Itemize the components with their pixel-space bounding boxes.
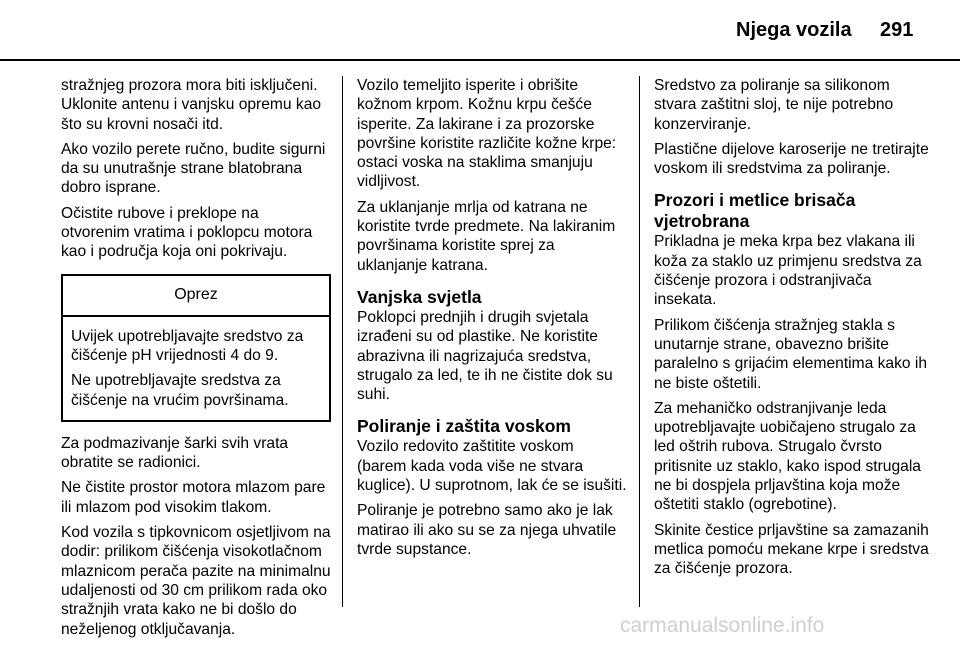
paragraph: Vozilo redovito zaštitite voskom (barem kada voda više ne stvara kuglice). U suprotnom, lak će se isušiti. bbox=[357, 438, 627, 495]
caution-title: Oprez bbox=[63, 276, 329, 317]
paragraph: Prikladna je meka krpa bez vlakana ili koža za staklo uz primjenu sredstva za čišćenje prozora i odstranjivača insekata. bbox=[654, 233, 922, 309]
section-heading: Prozori i metlice brisača vjetrobrana bbox=[654, 190, 856, 232]
text-column-1 bbox=[61, 76, 331, 645]
paragraph: Skinite čestice prljavštine sa zamazanih metlica pomoću mekane krpe i sredstva za čišćenje prozora. bbox=[654, 521, 929, 578]
paragraph: Za uklanjanje mrlja od katrana ne koristite tvrde predmete. Na lakiranim površinama koristite sprej za uklanjanje katrana. bbox=[357, 198, 616, 274]
paragraph: Vozilo temeljito isperite i obrišite kožnom krpom. Kožnu krpu češće isperite. Za lakirane i za prozorske površine koristite različite kožne krpe: ostaci voska na staklima smanjuju vidljivost. bbox=[357, 77, 617, 191]
site-watermark: carmanualsonline.info bbox=[620, 614, 825, 637]
caution-box bbox=[61, 274, 331, 422]
paragraph: Sredstvo za poliranje sa silikonom stvara zaštitni sloj, te nije potrebno konzerviranje. bbox=[654, 77, 894, 133]
header-divider bbox=[0, 59, 960, 61]
paragraph: Plastične dijelove karoserije ne tretirajte voskom ili sredstvima za poliranje. bbox=[654, 140, 929, 178]
text-column-2 bbox=[357, 76, 627, 565]
column-divider-1 bbox=[342, 76, 343, 607]
paragraph: Za mehaničko odstranjivanje leda upotrebljavajte uobičajeno strugalo za led oštrih rubova. Strugalo čvrsto pritisnite uz staklo, kako ispod strugala ne bi dospjela prljavština koja može oštetiti staklo (ogrebotine). bbox=[654, 399, 921, 514]
caution-paragraph: Ne upotrebljavajte sredstva za čišćenje na vrućim površinama. bbox=[71, 372, 289, 409]
paragraph: stražnjeg prozora mora biti isključeni. Uklonite antenu i vanjsku opremu kao što su krovni nosači itd. bbox=[61, 77, 322, 133]
page-header-title: Njega vozila bbox=[736, 19, 852, 41]
paragraph: Ako vozilo perete ručno, budite sigurni da su unutrašnje strane blatobrana dobro isprane. bbox=[61, 140, 326, 197]
paragraph: Ne čistite prostor motora mlazom pare ili mlazom pod visokim tlakom. bbox=[61, 479, 326, 516]
column-divider-2 bbox=[639, 76, 640, 607]
caution-paragraph: Uvijek upotrebljavajte sredstvo za čišćenje pH vrijednosti 4 do 9. bbox=[71, 327, 304, 364]
caution-body bbox=[63, 317, 329, 420]
section-heading: Poliranje i zaštita voskom bbox=[357, 416, 571, 437]
paragraph: Za podmazivanje šarki svih vrata obratite se radionici. bbox=[61, 434, 289, 472]
paragraph: Kod vozila s tipkovnicom osjetljivom na dodir: prilikom čišćenja visokotlačnom mlaznicom perača pazite na minimalnu udaljenosti od 30 cm prilikom rada oko stražnjih vrata kako ne bi došlo do neželjenog otključavanja. bbox=[61, 524, 331, 638]
paragraph: Poliranje je potrebno samo ako je lak matirao ili ako su se za njega uhvatile tvrde supstance. bbox=[357, 502, 617, 558]
paragraph: Očistite rubove i preklope na otvorenim vratima i poklopcu motora kao i područja koja oni pokrivaju. bbox=[61, 204, 313, 261]
page-number: 291 bbox=[880, 19, 914, 41]
paragraph: Poklopci prednjih i drugih svjetala izrađeni su od plastike. Ne koristite abrazivna ili nagrizajuća sredstva, strugalo za led, te ih ne čistite dok su suhi. bbox=[357, 308, 613, 404]
paragraph: Prilikom čišćenja stražnjeg stakla s unutarnje strane, obavezno brišite paralelno s grijaćim elementima kako ih ne biste oštetili. bbox=[654, 316, 928, 392]
section-heading: Vanjska svjetla bbox=[357, 286, 482, 307]
text-column-3 bbox=[654, 76, 929, 585]
